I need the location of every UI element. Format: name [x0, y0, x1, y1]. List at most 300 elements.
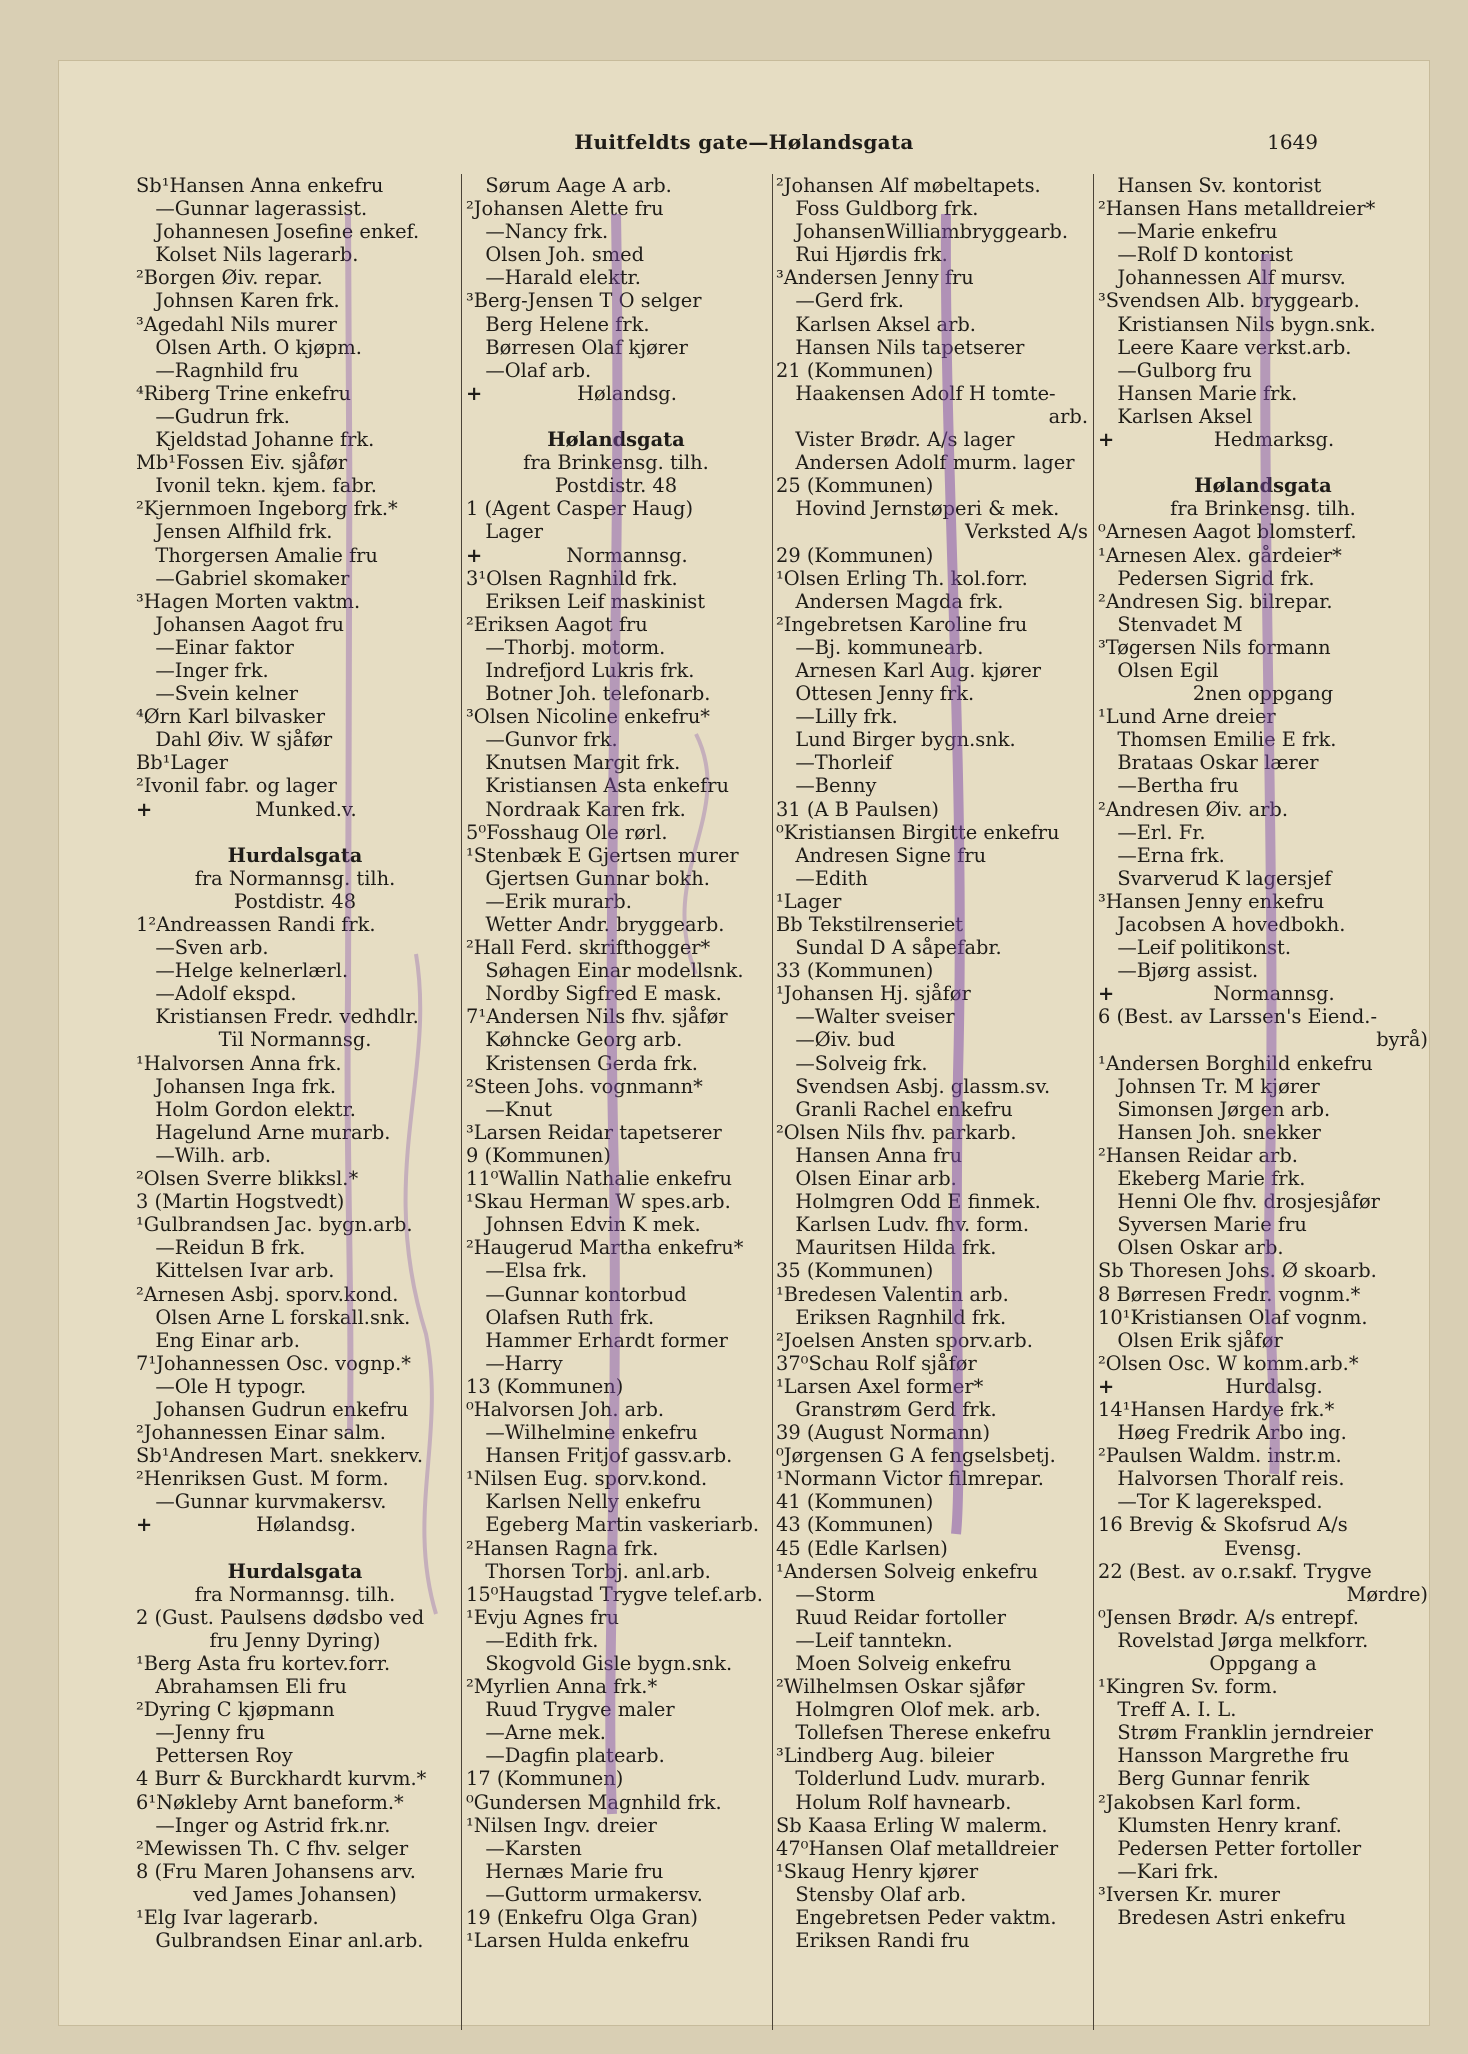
resident-entry: 3¹Olsen Ragnhild frk. [466, 566, 678, 590]
resident-entry: Olsen Joh. smed [466, 243, 645, 267]
resident-entry: ¹Evju Agnes fru [466, 1605, 619, 1629]
resident-entry: Stensby Olaf arb. [776, 1882, 967, 1906]
cross-street [136, 798, 454, 821]
resident-entry: —Bj. kommunearb. [776, 635, 984, 659]
resident-entry: 43 (Kommunen) [776, 1513, 934, 1537]
resident-entry: 1²Andreassen Randi frk. [136, 913, 376, 936]
cross-street-name: Hedmarksg. [1213, 428, 1335, 452]
resident-entry: ³Iversen Kr. murer [1098, 1882, 1281, 1906]
resident-entry: ¹Skau Herman W spes.arb. [466, 1190, 731, 1214]
resident-entry: Lund Birger bygn.snk. [776, 728, 1016, 752]
resident-entry: —Bertha fru [1098, 774, 1239, 798]
resident-entry: 33 (Kommunen) [776, 959, 934, 983]
resident-entry: Klumsten Henry kranf. [1098, 1813, 1342, 1837]
cross-street-marker: + [136, 1513, 153, 1537]
resident-entry: Eriksen Randi fru [776, 1929, 970, 1953]
resident-entry: —Storm [776, 1582, 876, 1606]
resident-entry: —Gunnar kontorbud [466, 1282, 687, 1306]
cross-street-marker: + [136, 797, 153, 821]
resident-entry: ²Hall Ferd. skrifthogger* [466, 936, 711, 960]
resident-entry: ¹Andersen Solveig enkefru [776, 1559, 1038, 1583]
resident-entry: Sørum Aage A arb. [466, 174, 672, 197]
resident-entry: ²Olsen Sverre blikksl.* [136, 1167, 359, 1191]
resident-entry: 4 Burr & Burckhardt kurvm.* [136, 1767, 427, 1791]
resident-entry: Hansen Joh. snekker [1098, 1120, 1321, 1144]
column-rule [772, 174, 773, 2030]
resident-entry: Hagelund Arne murarb. [136, 1120, 391, 1144]
resident-entry: JohansenWilliambryggearb. [776, 220, 1068, 244]
centered-note: Til Normannsg. [218, 1028, 372, 1052]
resident-entry: 31 (A B Paulsen) [776, 797, 939, 821]
cross-street-marker: + [466, 543, 483, 567]
centered-note: Evensg. [1224, 1536, 1302, 1560]
resident-entry: 6 (Best. av Larssen's Eiend.- [1098, 1005, 1378, 1029]
resident-entry: 19 (Enkefru Olga Gran) [466, 1906, 698, 1930]
resident-entry: ⁰Jørgensen G A fengselsbetj. [776, 1444, 1056, 1468]
centered-note: fra Brinkensg. tilh. [1170, 497, 1356, 521]
resident-entry: —Gudrun frk. [136, 404, 290, 428]
resident-entry: —Gunnar kurvmakersv. [136, 1490, 387, 1514]
resident-entry: —Erna frk. [1098, 843, 1225, 867]
cross-street [466, 544, 766, 567]
resident-entry: ²Mewissen Th. C fhv. selger [136, 1836, 409, 1860]
resident-entry: ³Tøgersen Nils formann [1098, 635, 1331, 659]
resident-entry: Olsen Arth. O kjøpm. [136, 335, 362, 359]
resident-entry: ¹Lager [776, 889, 842, 913]
resident-entry: —Sven arb. [136, 936, 269, 960]
resident-entry: 7¹Andersen Nils fhv. sjåfør [466, 1005, 728, 1029]
resident-entry: Thomsen Emilie E frk. [1098, 728, 1337, 752]
resident-entry: Holmgren Odd E finmek. [776, 1190, 1041, 1214]
resident-entry: Ekeberg Marie frk. [1098, 1167, 1306, 1191]
resident-entry: —Wilhelmine enkefru [466, 1421, 698, 1445]
page-header [58, 130, 1430, 160]
resident-entry: ²Paulsen Waldm. instr.m. [1098, 1444, 1342, 1468]
resident-entry: Lager [466, 520, 543, 544]
resident-entry: ¹Nilsen Ingv. dreier [466, 1813, 657, 1837]
resident-entry: —Helge kelnerlærl. [136, 959, 349, 983]
resident-entry: Botner Joh. telefonarb. [466, 682, 711, 706]
resident-entry: 17 (Kommunen) [466, 1767, 624, 1791]
resident-entry: Tollefsen Therese enkefru [776, 1721, 1051, 1745]
resident-entry: 10¹Kristiansen Olaf vognm. [1098, 1305, 1368, 1329]
resident-entry: Gulbrandsen Einar anl.arb. [136, 1929, 424, 1953]
resident-entry: ¹Elg Ivar lagerarb. [136, 1906, 319, 1930]
resident-entry: —Rolf D kontorist [1098, 243, 1293, 267]
resident-entry: —Gunnar lagerassist. [136, 197, 368, 221]
resident-entry: —Marie enkefru [1098, 220, 1278, 244]
resident-entry: Kristiansen Asta enkefru [466, 774, 730, 798]
resident-entry: 29 (Kommunen) [776, 543, 934, 567]
resident-entry: ¹Nilsen Eug. sporv.kond. [466, 1467, 708, 1491]
centered-note: Oppgang a [1209, 1652, 1317, 1675]
directory-columns [136, 174, 1426, 2054]
resident-entry: Rui Hjørdis frk. [776, 243, 948, 267]
centered-note: Postdistr. 48 [233, 889, 357, 913]
spacer-line [136, 1537, 454, 1560]
resident-entry: Karlsen Aksel arb. [776, 312, 976, 336]
resident-entry: —Gabriel skomaker [136, 566, 350, 590]
resident-entry: ¹Olsen Erling Th. kol.forr. [776, 566, 1028, 590]
cross-street-marker: + [1098, 982, 1115, 1006]
resident-entry: ³Svendsen Alb. bryggearb. [1098, 289, 1360, 313]
resident-entry: Johannessen Alf mursv. [1098, 266, 1346, 290]
resident-entry: Treff A. I. L. [1098, 1698, 1237, 1722]
resident-entry: ²Andresen Sig. bilrepar. [1098, 589, 1333, 613]
resident-entry: ²Arnesen Asbj. sporv.kond. [136, 1282, 399, 1306]
resident-entry: Holum Rolf havnearb. [776, 1790, 1012, 1814]
cross-street-name: Normannsg. [566, 543, 688, 567]
resident-entry: —Ole H typogr. [136, 1374, 307, 1398]
resident-entry: Sb¹Andresen Mart. snekkerv. [136, 1444, 423, 1468]
resident-entry: ³Hagen Morten vaktm. [136, 589, 361, 613]
resident-entry: Hernæs Marie fru [466, 1859, 664, 1883]
resident-entry: Simonsen Jørgen arb. [1098, 1097, 1331, 1121]
resident-entry: Granli Rachel enkefru [776, 1097, 1013, 1121]
resident-entry: Sb Kaasa Erling W malerm. [776, 1813, 1048, 1837]
centered-note: fra Normannsg. tilh. [194, 1582, 396, 1606]
resident-entry: —Arne mek. [466, 1721, 606, 1745]
cross-street-name: Hølandsg. [256, 1513, 356, 1537]
resident-entry: Olafsen Ruth frk. [466, 1305, 655, 1329]
resident-entry: 1 (Agent Casper Haug) [466, 497, 694, 521]
resident-entry: Syversen Marie fru [1098, 1213, 1307, 1237]
resident-entry: ⁰Jensen Brødr. A/s entrepf. [1098, 1605, 1359, 1629]
resident-entry: ⁰Halvorsen Joh. arb. [466, 1397, 665, 1421]
resident-entry: —Jenny fru [136, 1721, 266, 1745]
resident-entry: Arnesen Karl Aug. kjører [776, 658, 1042, 682]
resident-entry: 3 (Martin Hogstvedt) [136, 1190, 345, 1214]
resident-entry: —Bjørg assist. [1098, 959, 1259, 983]
resident-entry: 8 (Fru Maren Johansens arv. [136, 1859, 416, 1883]
resident-entry: Dahl Øiv. W sjåfør [136, 728, 333, 752]
resident-entry: 14¹Hansen Hardye frk.* [1098, 1397, 1335, 1421]
resident-entry: ¹Berg Asta fru kortev.forr. [136, 1652, 391, 1675]
resident-entry: ⁴Riberg Trine enkefru [136, 381, 351, 405]
resident-entry: ²Henriksen Gust. M form. [136, 1467, 389, 1491]
resident-entry: Brataas Oskar lærer [1098, 751, 1319, 775]
resident-entry: Strøm Franklin jerndreier [1098, 1721, 1373, 1745]
resident-entry: ³Lindberg Aug. bileier [776, 1744, 994, 1768]
resident-entry: 7¹Johannessen Osc. vognp.* [136, 1351, 411, 1375]
resident-entry: 39 (August Normann) [776, 1421, 991, 1445]
resident-entry: —Adolf ekspd. [136, 982, 297, 1006]
resident-entry: ²Johansen Alette fru [466, 197, 664, 221]
resident-entry: Mauritsen Hilda frk. [776, 1236, 997, 1260]
resident-entry: Andresen Signe fru [776, 843, 987, 867]
resident-entry: 6¹Nøkleby Arnt baneform.* [136, 1790, 404, 1814]
resident-entry: ¹Larsen Hulda enkefru [466, 1929, 690, 1953]
street-heading: Hurdalsgata [227, 843, 363, 867]
resident-entry: —Walter sveiser [776, 1005, 955, 1029]
cross-street-name: Hølandsg. [577, 381, 677, 405]
resident-entry: ⁴Ørn Karl bilvasker [136, 705, 326, 729]
resident-entry: Jensen Alfhild frk. [136, 520, 333, 544]
continuation-line: arb. [1048, 404, 1088, 428]
resident-entry: —Svein kelner [136, 682, 299, 706]
resident-entry: ²Myrlien Anna frk.* [466, 1675, 658, 1699]
resident-entry: Knutsen Margit frk. [466, 751, 681, 775]
resident-entry: Hansen Marie frk. [1098, 381, 1298, 405]
column-1 [136, 174, 454, 2034]
street-heading: Hølandsgata [547, 428, 685, 452]
resident-entry: —Edith frk. [466, 1628, 599, 1652]
resident-entry: Eriksen Leif maskinist [466, 589, 706, 613]
resident-entry: Jacobsen A hovedbokh. [1098, 913, 1346, 936]
resident-entry: ²Eriksen Aagot fru [466, 612, 648, 636]
resident-entry: Stenvadet M [1098, 612, 1243, 636]
resident-entry: —Lilly frk. [776, 705, 898, 729]
resident-entry: 22 (Best. av o.r.sakf. Trygve [1098, 1559, 1372, 1583]
resident-entry: —Erl. Fr. [1098, 820, 1206, 844]
resident-entry: 45 (Edle Karlsen) [776, 1536, 948, 1560]
resident-entry: ¹Larsen Axel former* [776, 1374, 984, 1398]
resident-entry: —Reidun B frk. [136, 1236, 306, 1260]
resident-entry: 37⁰Schau Rolf sjåfør [776, 1351, 977, 1375]
resident-entry: 8 Børresen Fredr. vognm.* [1098, 1282, 1361, 1306]
resident-entry: —Harald elektr. [466, 266, 641, 290]
resident-entry: Kittelsen Ivar arb. [136, 1259, 335, 1283]
resident-entry: Engebretsen Peder vaktm. [776, 1906, 1057, 1930]
street-heading: Hurdalsgata [227, 1559, 363, 1583]
running-title: Huitfeldts gate—Hølandsgata [574, 130, 914, 154]
cross-street-marker: + [1098, 1374, 1115, 1398]
resident-entry: Johnsen Edvin K mek. [466, 1213, 701, 1237]
resident-entry: Johnsen Tr. M kjører [1098, 1074, 1320, 1098]
resident-entry: Karlsen Nelly enkefru [466, 1490, 702, 1514]
resident-entry: Leere Kaare verkst.arb. [1098, 335, 1352, 359]
resident-entry: Ivonil tekn. kjem. fabr. [136, 474, 377, 498]
resident-entry: Haakensen Adolf H tomte- [776, 381, 1056, 405]
resident-entry: Kristiansen Fredr. vedhdlr. [136, 1005, 419, 1029]
resident-entry: Søhagen Einar modellsnk. [466, 959, 744, 983]
resident-entry: ¹Normann Victor filmrepar. [776, 1467, 1044, 1491]
resident-entry: ⁰Arnesen Aagot blomsterf. [1098, 520, 1357, 544]
column-rule [1093, 174, 1094, 2030]
resident-entry: —Nancy frk. [466, 220, 609, 244]
resident-entry: Karlsen Aksel [1098, 404, 1253, 428]
resident-entry: Nordby Sigfred E mask. [466, 982, 722, 1006]
resident-entry: —Gerd frk. [776, 289, 904, 313]
resident-entry: ²Hansen Hans metalldreier* [1098, 197, 1376, 221]
resident-entry: Ruud Reidar fortoller [776, 1605, 1006, 1629]
resident-entry: —Harry [466, 1351, 563, 1375]
resident-entry: 47⁰Hansen Olaf metalldreier [776, 1836, 1059, 1860]
resident-entry: ¹Stenbæk E Gjertsen murer [466, 843, 739, 867]
resident-entry: ⁰Gundersen Magnhild frk. [466, 1790, 722, 1814]
resident-entry: —Leif tanntekn. [776, 1628, 953, 1652]
resident-entry: Kristiansen Nils bygn.snk. [1098, 312, 1376, 336]
resident-entry: ¹Bredesen Valentin arb. [776, 1282, 1009, 1306]
resident-entry: ²Dyring C kjøpmann [136, 1698, 335, 1722]
resident-entry: Hansen Nils tapetserer [776, 335, 1025, 359]
resident-entry: —Dagfin platearb. [466, 1744, 665, 1768]
resident-entry: Abrahamsen Eli fru [136, 1675, 347, 1699]
spacer-line [136, 821, 454, 844]
resident-entry: Vister Brødr. A/s lager [776, 428, 1015, 452]
directory-page [58, 60, 1430, 2026]
resident-entry: Henni Ole fhv. drosjesjåfør [1098, 1190, 1380, 1214]
centered-note: Postdistr. 48 [554, 474, 678, 498]
resident-entry: Foss Guldborg frk. [776, 197, 979, 221]
spacer-line [466, 405, 766, 428]
resident-entry: ¹Arnesen Alex. gårdeier* [1098, 543, 1342, 567]
spacer-line [1098, 451, 1428, 474]
resident-entry: 2 (Gust. Paulsens dødsbo ved [136, 1605, 425, 1629]
resident-entry: ⁰Kristiansen Birgitte enkefru [776, 820, 1060, 844]
resident-entry: ¹Skaug Henry kjører [776, 1859, 979, 1883]
resident-entry: 5⁰Fosshaug Ole rørl. [466, 820, 668, 844]
resident-entry: Ruud Trygve maler [466, 1698, 675, 1722]
continuation-line: byrå) [1376, 1028, 1428, 1052]
resident-entry: ³Olsen Nicoline enkefru* [466, 705, 711, 729]
resident-entry: 41 (Kommunen) [776, 1490, 934, 1514]
resident-entry: Karlsen Ludv. fhv. form. [776, 1213, 1030, 1237]
resident-entry: Sb Thoresen Johs. Ø skoarb. [1098, 1259, 1377, 1283]
resident-entry: Hansen Sv. kontorist [1098, 174, 1322, 197]
resident-entry: Hansson Margrethe fru [1098, 1744, 1350, 1768]
street-heading: Hølandsgata [1194, 474, 1332, 498]
resident-entry: ²Andresen Øiv. arb. [1098, 797, 1288, 821]
resident-entry: 9 (Kommunen) [466, 1143, 611, 1167]
resident-entry: Olsen Einar arb. [776, 1167, 957, 1191]
resident-entry: ¹Johansen Hj. sjåfør [776, 982, 971, 1006]
resident-entry: —Olaf arb. [466, 358, 592, 382]
resident-entry: Olsen Oskar arb. [1098, 1236, 1284, 1260]
centered-note: fru Jenny Dyring) [209, 1628, 381, 1652]
resident-entry: —Inger frk. [136, 658, 269, 682]
centered-note: ved James Johansen) [193, 1882, 397, 1906]
resident-entry: 11⁰Wallin Nathalie enkefru [466, 1167, 733, 1191]
column-rule [461, 174, 462, 2030]
cross-street-marker: + [1098, 428, 1115, 452]
resident-entry: —Thorleif [776, 751, 893, 775]
resident-entry: Hovind Jernstøperi & mek. [776, 497, 1060, 521]
resident-entry: Svarverud K lagersjef [1098, 866, 1332, 890]
resident-entry: ¹Halvorsen Anna frk. [136, 1051, 342, 1075]
resident-entry: ²Hansen Ragna frk. [466, 1536, 659, 1560]
resident-entry: Indrefjord Lukris frk. [466, 658, 695, 682]
cross-street [1098, 428, 1428, 451]
resident-entry: —Wilh. arb. [136, 1143, 271, 1167]
resident-entry: ²Borgen Øiv. repar. [136, 266, 323, 290]
column-2 [466, 174, 766, 2034]
resident-entry: Skogvold Gisle bygn.snk. [466, 1652, 733, 1675]
resident-entry: —Kari frk. [1098, 1859, 1219, 1883]
resident-entry: —Knut [466, 1097, 553, 1121]
resident-entry: —Benny [776, 774, 877, 798]
resident-entry: ²Kjernmoen Ingeborg frk.* [136, 497, 398, 521]
column-4 [1098, 174, 1428, 2034]
resident-entry: Børresen Olaf kjører [466, 335, 688, 359]
resident-entry: ²Steen Johs. vognmann* [466, 1074, 703, 1098]
resident-entry: Eng Einar arb. [136, 1328, 300, 1352]
resident-entry: 15⁰Haugstad Trygve telef.arb. [466, 1582, 763, 1606]
resident-entry: Køhncke Georg arb. [466, 1028, 683, 1052]
centered-note: fra Normannsg. tilh. [194, 866, 396, 890]
resident-entry: ³Hansen Jenny enkefru [1098, 889, 1325, 913]
resident-entry: Kjeldstad Johanne frk. [136, 428, 375, 452]
continuation-line: Verksted A/s [965, 520, 1088, 544]
cross-street-marker: + [466, 381, 483, 405]
resident-entry: —Ragnhild fru [136, 358, 299, 382]
resident-entry: Kolset Nils lagerarb. [136, 243, 359, 267]
resident-entry: ³Agedahl Nils murer [136, 312, 337, 336]
resident-entry: ¹Gulbrandsen Jac. bygn.arb. [136, 1213, 413, 1237]
resident-entry: Pedersen Sigrid frk. [1098, 566, 1315, 590]
resident-entry: —Gulborg fru [1098, 358, 1252, 382]
resident-entry: Holm Gordon elektr. [136, 1097, 356, 1121]
resident-entry: ³Larsen Reidar tapetserer [466, 1120, 722, 1144]
resident-entry: 21 (Kommunen) [776, 358, 934, 382]
resident-entry: Johansen Aagot fru [136, 612, 344, 636]
resident-entry: 35 (Kommunen) [776, 1259, 934, 1283]
resident-entry: —Karsten [466, 1836, 582, 1860]
resident-entry: —Elsa frk. [466, 1259, 588, 1283]
resident-entry: ¹Andersen Borghild enkefru [1098, 1051, 1373, 1075]
resident-entry: —Einar faktor [136, 635, 294, 659]
resident-entry: Thorsen Torbj. anl.arb. [466, 1559, 711, 1583]
resident-entry: Kristensen Gerda frk. [466, 1051, 698, 1075]
centered-note: fra Brinkensg. tilh. [523, 451, 709, 475]
resident-entry: —Gunvor frk. [466, 728, 618, 752]
resident-entry: Johannesen Josefine enkef. [136, 220, 420, 244]
resident-entry: Johansen Gudrun enkefru [136, 1397, 409, 1421]
resident-entry: Johnsen Karen frk. [136, 289, 340, 313]
resident-entry: ²Johansen Alf møbeltapets. [776, 174, 1041, 197]
resident-entry: ²Ingebretsen Karoline fru [776, 612, 1028, 636]
resident-entry: Olsen Arne L forskall.snk. [136, 1305, 411, 1329]
resident-entry: ³Andersen Jenny fru [776, 266, 974, 290]
resident-entry: Olsen Egil [1098, 658, 1219, 682]
resident-entry: —Erik murarb. [466, 889, 632, 913]
resident-entry: Eriksen Ragnhild frk. [776, 1305, 1007, 1329]
resident-entry: Bb¹Lager [136, 751, 229, 775]
resident-entry: —Guttorm urmakersv. [466, 1882, 703, 1906]
resident-entry: Pettersen Roy [136, 1744, 293, 1768]
cross-street-name: Normannsg. [1213, 982, 1335, 1006]
resident-entry: —Thorbj. motorm. [466, 635, 666, 659]
resident-entry: —Tor K lagereksped. [1098, 1490, 1323, 1514]
resident-entry: Moen Solveig enkefru [776, 1652, 1012, 1675]
resident-entry: Berg Gunnar fenrik [1098, 1767, 1310, 1791]
resident-entry: Sundal D A såpefabr. [776, 936, 1002, 960]
resident-entry: Høeg Fredrik Arbo ing. [1098, 1421, 1347, 1445]
resident-entry: ²Ivonil fabr. og lager [136, 774, 337, 798]
resident-entry: Holmgren Olof mek. arb. [776, 1698, 1041, 1722]
cross-street-name: Munked.v. [255, 797, 357, 821]
resident-entry: Olsen Erik sjåfør [1098, 1328, 1283, 1352]
resident-entry: —Inger og Astrid frk.nr. [136, 1813, 391, 1837]
resident-entry: Thorgersen Amalie fru [136, 543, 378, 567]
resident-entry: ²Haugerud Martha enkefru* [466, 1236, 744, 1260]
resident-entry: Hammer Erhardt former [466, 1328, 728, 1352]
cross-street [136, 1513, 454, 1536]
cross-street [1098, 1375, 1428, 1398]
resident-entry: Bredesen Astri enkefru [1098, 1906, 1346, 1930]
resident-entry: Hansen Fritjof gassv.arb. [466, 1444, 733, 1468]
cross-street [466, 382, 766, 405]
resident-entry: 16 Brevig & Skofsrud A/s [1098, 1513, 1348, 1537]
centered-note: 2nen oppgang [1192, 682, 1334, 706]
resident-entry: Rovelstad Jørga melkforr. [1098, 1628, 1369, 1652]
cross-street [1098, 982, 1428, 1005]
resident-entry: —Øiv. bud [776, 1028, 896, 1052]
column-3 [776, 174, 1088, 2034]
resident-entry: Wetter Andr. bryggearb. [466, 913, 725, 936]
cross-street-name: Hurdalsg. [1225, 1374, 1323, 1398]
resident-entry: 13 (Kommunen) [466, 1374, 624, 1398]
